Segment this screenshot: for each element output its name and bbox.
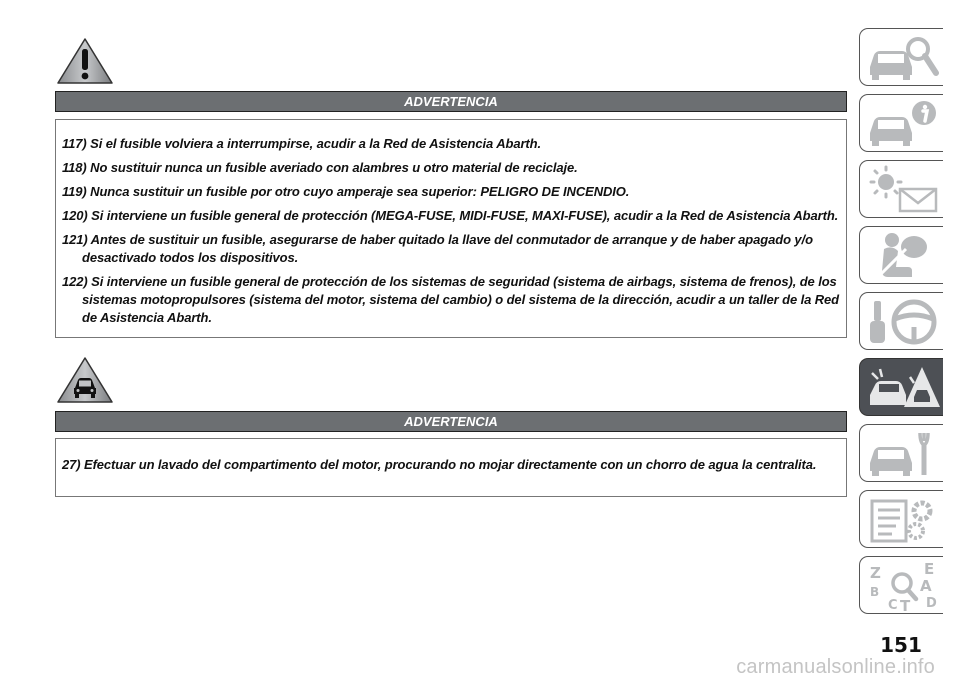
specifications-gears-icon [866,495,940,545]
car-emergency-icon [866,363,940,413]
warning-lights-icon [866,165,940,215]
warning-header: ADVERTENCIA [55,411,847,432]
warning-box [55,438,847,497]
index-alphabet-icon [866,561,940,611]
warning-item: 119) Nunca sustituir un fusible por otro cuyo amperaje sea superior: PELIGRO DE INCENDIO. [62,184,630,199]
index-letter: D [926,596,937,611]
tab-index[interactable] [859,556,943,614]
car-maintenance-icon [866,429,940,479]
warning-item: 118) No sustituir nunca un fusible averiado con alambres u otro material de reciclaje. [62,160,578,175]
index-letter: Z [870,564,881,582]
warning-item: 120) Si interviene un fusible general de protección (MEGA-FUSE, MIDI-FUSE, MAXI-FUSE), acudir a la Red de Asistencia Abarth. [62,208,839,223]
index-letter: B [870,585,880,599]
tab-specifications[interactable] [859,490,943,548]
car-info-icon [866,99,940,149]
warning-item: 117) Si el fusible volviera a interrumpirse, acudir a la Red de Asistencia Abarth. [62,136,541,151]
tab-car-maintenance[interactable] [859,424,943,482]
index-letter: E [924,561,935,578]
airbag-seat-icon [866,231,940,281]
tab-car-info[interactable] [859,94,943,152]
warning-item: 27) Efectuar un lavado del compartimento del motor, procurando no mojar directamente con un chorro de agua la centralita. [62,457,817,472]
warning-header: ADVERTENCIA [55,91,847,112]
warning-item: 122) Si interviene un fusible general de protección de los sistemas de seguridad (sistema de airbags, sistema de frenos), de los sistemas motopropulsores (sistema del motor, sistema del cambio) o del sistema de la dirección, acudir a un taller de la Red de Asistencia Abarth. [62,274,840,325]
tab-car-search[interactable] [859,28,943,86]
index-letter: A [920,577,932,595]
index-letter: T [900,597,911,611]
tab-warning-lights[interactable] [859,160,943,218]
warning-item: 121) Antes de sustituir un fusible, asegurarse de haber quitado la llave del conmutador de arranque y de haber apagado y/o desactivado todos los dispositivos. [62,232,813,265]
steering-wheel-key-icon [866,297,940,347]
warning-box [55,119,847,338]
tab-steering-wheel-key[interactable] [859,292,943,350]
watermark: carmanualsonline.info [736,656,935,678]
car-warning-triangle-icon [56,356,114,404]
tab-airbag-seat[interactable] [859,226,943,284]
index-letter: C [888,598,898,611]
page-number: 151 [880,633,922,657]
tab-car-emergency[interactable] [859,358,943,416]
car-search-icon [866,33,940,83]
warning-triangle-icon [56,37,114,85]
